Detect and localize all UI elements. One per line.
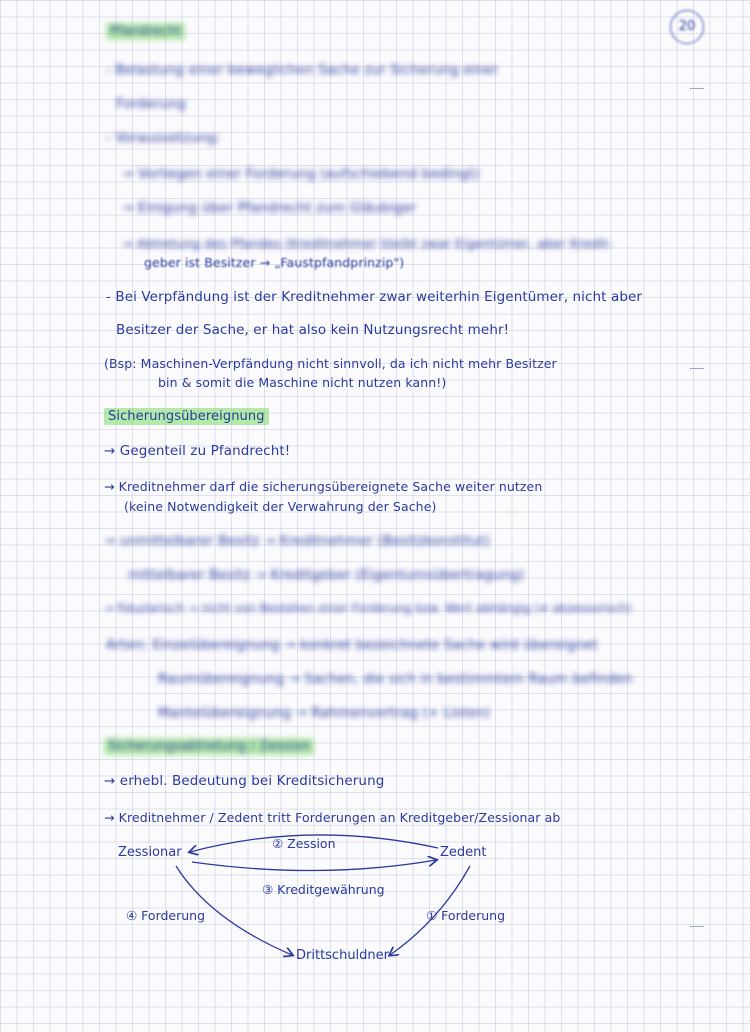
node-zedent: Zedent bbox=[440, 845, 487, 860]
arrow-kreditgewaehrung bbox=[192, 860, 436, 871]
text-line: geber ist Besitzer → „Faustpfandprinzip") bbox=[144, 255, 405, 270]
text-line: → erhebl. Bedeutung bei Kreditsicherung bbox=[104, 773, 385, 789]
text-line: Forderung bbox=[116, 96, 186, 112]
margin-mark bbox=[690, 368, 704, 369]
text-line: Arten: Einzelübereignung → konkret bezeichnete Sache wird übereignet bbox=[106, 637, 598, 653]
text-line: → Gegenteil zu Pfandrecht! bbox=[104, 443, 291, 459]
text-line: bin & somit die Maschine nicht nutzen kann!) bbox=[158, 375, 447, 390]
text-line: Mantelübereignung → Rahmenvertrag (+ Listen) bbox=[158, 705, 491, 721]
label-zession: ② Zession bbox=[272, 836, 336, 851]
label-forderung-left: ④ Forderung bbox=[126, 908, 206, 923]
node-zessionar: Zessionar bbox=[118, 845, 182, 860]
text-line: Raumübereignung → Sachen, die sich in bestimmtem Raum befinden bbox=[158, 671, 633, 687]
label-kreditgewaehrung: ③ Kreditgewährung bbox=[262, 882, 385, 897]
page-number-circle: 20 bbox=[670, 10, 704, 44]
text-line: → Abtretung des Pfandes (Kreditnehmer bleibt zwar Eigentümer, aber Kredit- bbox=[122, 236, 613, 251]
text-line: → Kreditnehmer / Zedent tritt Forderungen an Kreditgeber/Zessionar ab bbox=[104, 810, 561, 825]
text-line: - Belastung einer beweglichen Sache zur Sicherung einer bbox=[106, 62, 499, 78]
heading-zession: Sicherungsabtretung / Zession bbox=[104, 739, 314, 754]
text-line: → Kreditnehmer darf die sicherungsübereignete Sache weiter nutzen bbox=[104, 479, 543, 494]
text-line: (Bsp: Maschinen-Verpfändung nicht sinnvoll, da ich nicht mehr Besitzer bbox=[104, 356, 557, 371]
text-line: - Bei Verpfändung ist der Kreditnehmer zwar weiterhin Eigentümer, nicht aber bbox=[106, 289, 643, 305]
text-line: → fiduziarisch → nicht von Bestehen einer Forderung bzw. Wert abhängig (≠ akzessorisch) bbox=[104, 601, 632, 615]
text-line: (keine Notwendigkeit der Verwahrung der Sache) bbox=[124, 499, 437, 514]
heading-sicherungsuebereignung: Sicherungsübereignung bbox=[104, 409, 269, 424]
margin-mark bbox=[690, 88, 704, 89]
text-line: → unmittelbarer Besitz → Kreditnehmer (Besitzkonstitut) bbox=[104, 533, 491, 549]
text-line: - Voraussetzung: bbox=[106, 130, 221, 146]
label-forderung-right: ① Forderung bbox=[426, 908, 506, 923]
node-drittschuldner: Drittschuldner bbox=[296, 948, 390, 963]
text-line: → Vorliegen einer Forderung (aufschiebend bedingt) bbox=[122, 166, 480, 182]
text-line: Besitzer der Sache, er hat also kein Nutzungsrecht mehr! bbox=[116, 322, 510, 338]
text-line: → Einigung über Pfandrecht zum Gläubiger bbox=[122, 200, 417, 216]
heading-pfandrecht: Pfandrecht bbox=[106, 24, 185, 39]
text-line: mittelbarer Besitz → Kreditgeber (Eigentumsübertragung) bbox=[128, 567, 525, 583]
margin-mark bbox=[690, 926, 704, 927]
